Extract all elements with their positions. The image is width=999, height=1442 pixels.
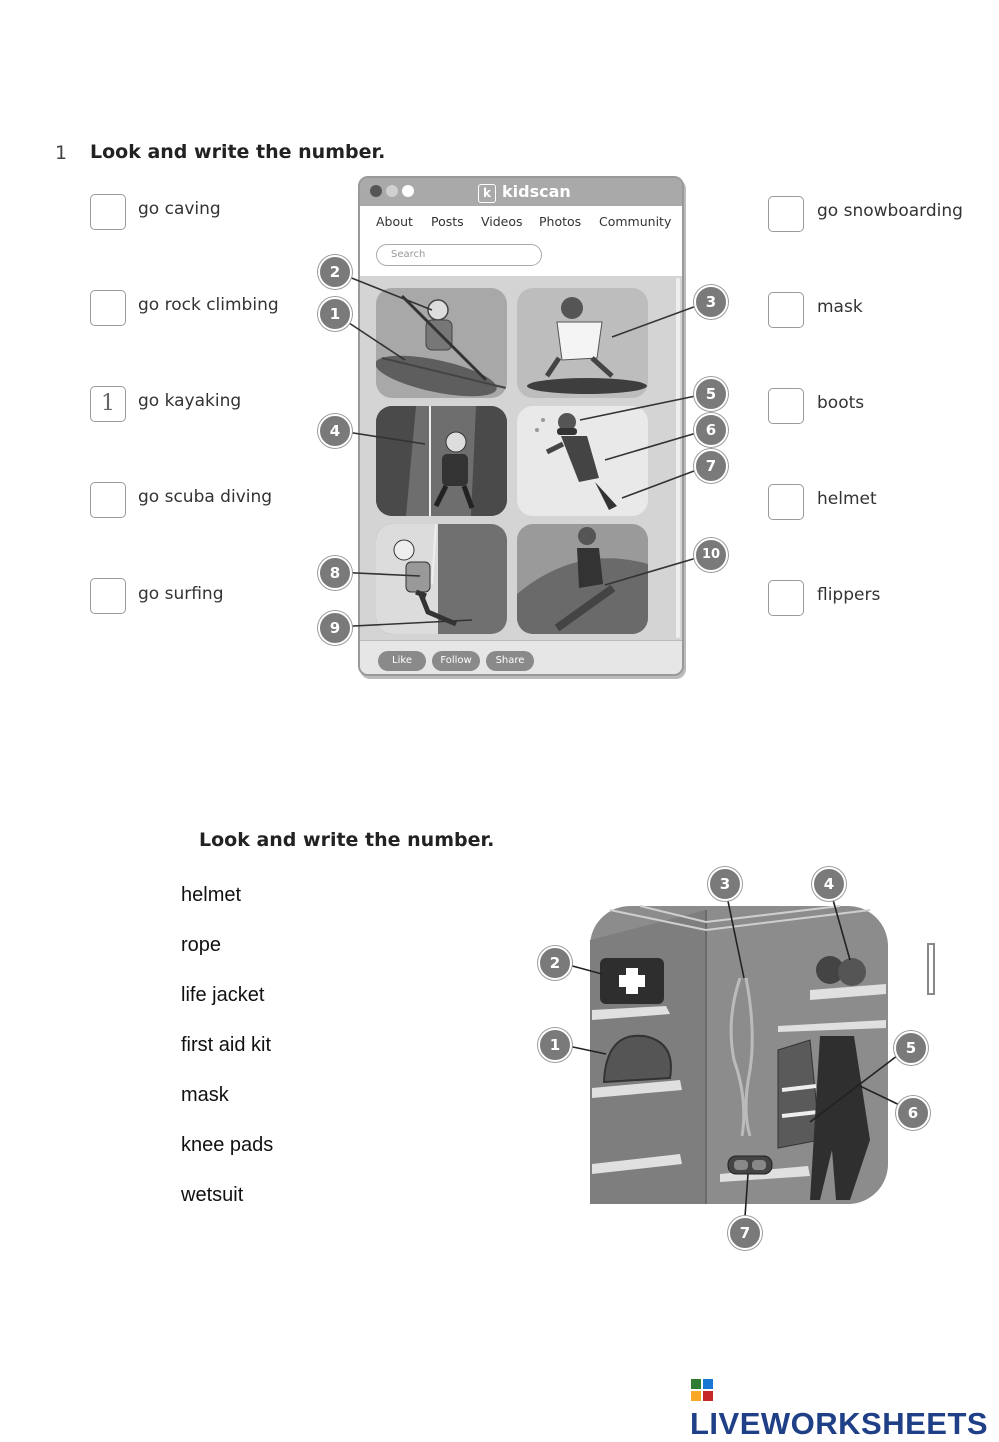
callout-10: 10 bbox=[694, 538, 728, 572]
room-callout-1: 1 bbox=[538, 1028, 572, 1062]
word-life-jacket: life jacket bbox=[181, 984, 265, 1006]
callout-1: 1 bbox=[318, 297, 352, 331]
word-knee-pads: knee pads bbox=[181, 1134, 274, 1156]
item-label-go-snowboarding: go snowboarding bbox=[817, 201, 963, 221]
item-label-boots: boots bbox=[817, 393, 865, 413]
item-label-go-caving: go caving bbox=[138, 199, 221, 219]
room-callout-3: 3 bbox=[708, 867, 742, 901]
item-label-flippers: flippers bbox=[817, 585, 881, 605]
room-callout-2: 2 bbox=[538, 946, 572, 980]
liveworksheets-logo bbox=[690, 1370, 999, 1442]
follow-button: Follow bbox=[432, 651, 480, 671]
item-label-helmet: helmet bbox=[817, 489, 877, 509]
word-first-aid-kit: first aid kit bbox=[181, 1034, 272, 1056]
callout-9: 9 bbox=[318, 611, 352, 645]
word-wetsuit: wetsuit bbox=[181, 1184, 244, 1206]
nav-videos: Videos bbox=[481, 214, 523, 229]
item-label-go-rock-climbing: go rock climbing bbox=[138, 295, 279, 315]
kidscan-logo-icon: k bbox=[478, 184, 496, 203]
room-callout-7: 7 bbox=[728, 1216, 762, 1250]
logo-text: LIVEWORKSHEETS bbox=[690, 1406, 989, 1441]
callout-6: 6 bbox=[694, 413, 728, 447]
callout-5: 5 bbox=[694, 377, 728, 411]
item-label-go-scuba-diving: go scuba diving bbox=[138, 487, 273, 507]
item-label-go-kayaking: go kayaking bbox=[138, 391, 242, 411]
callout-7: 7 bbox=[694, 449, 728, 483]
callout-4: 4 bbox=[318, 414, 352, 448]
share-button: Share bbox=[486, 651, 534, 671]
liveworksheets-icon bbox=[690, 1378, 714, 1402]
brand-name: kidscan bbox=[502, 182, 571, 201]
room-callout-5: 5 bbox=[894, 1031, 928, 1065]
callout-2: 2 bbox=[318, 255, 352, 289]
room-callout-6: 6 bbox=[896, 1096, 930, 1130]
like-button: Like bbox=[378, 651, 426, 671]
word-helmet: helmet bbox=[181, 884, 242, 906]
exercise-number: 1 bbox=[55, 142, 68, 164]
exercise-title: Look and write the number. bbox=[90, 141, 386, 163]
answer-box-go-kayaking[interactable]: 1 bbox=[90, 386, 126, 422]
search-field: Search bbox=[376, 244, 542, 266]
room-callout-4: 4 bbox=[812, 867, 846, 901]
exercise1-leader-lines bbox=[0, 0, 999, 720]
callout-3: 3 bbox=[694, 285, 728, 319]
exercise2-title: Look and write the number. bbox=[199, 829, 495, 851]
callout-8: 8 bbox=[318, 556, 352, 590]
item-label-mask: mask bbox=[817, 297, 863, 317]
nav-posts: Posts bbox=[431, 214, 464, 229]
nav-photos: Photos bbox=[539, 214, 582, 229]
nav-about: About bbox=[376, 214, 413, 229]
word-rope: rope bbox=[181, 934, 222, 956]
nav-community: Community bbox=[599, 214, 672, 229]
equipment-room-illustration bbox=[520, 860, 940, 1260]
word-mask: mask bbox=[181, 1084, 229, 1106]
item-label-go-surfing: go surfing bbox=[138, 584, 224, 604]
